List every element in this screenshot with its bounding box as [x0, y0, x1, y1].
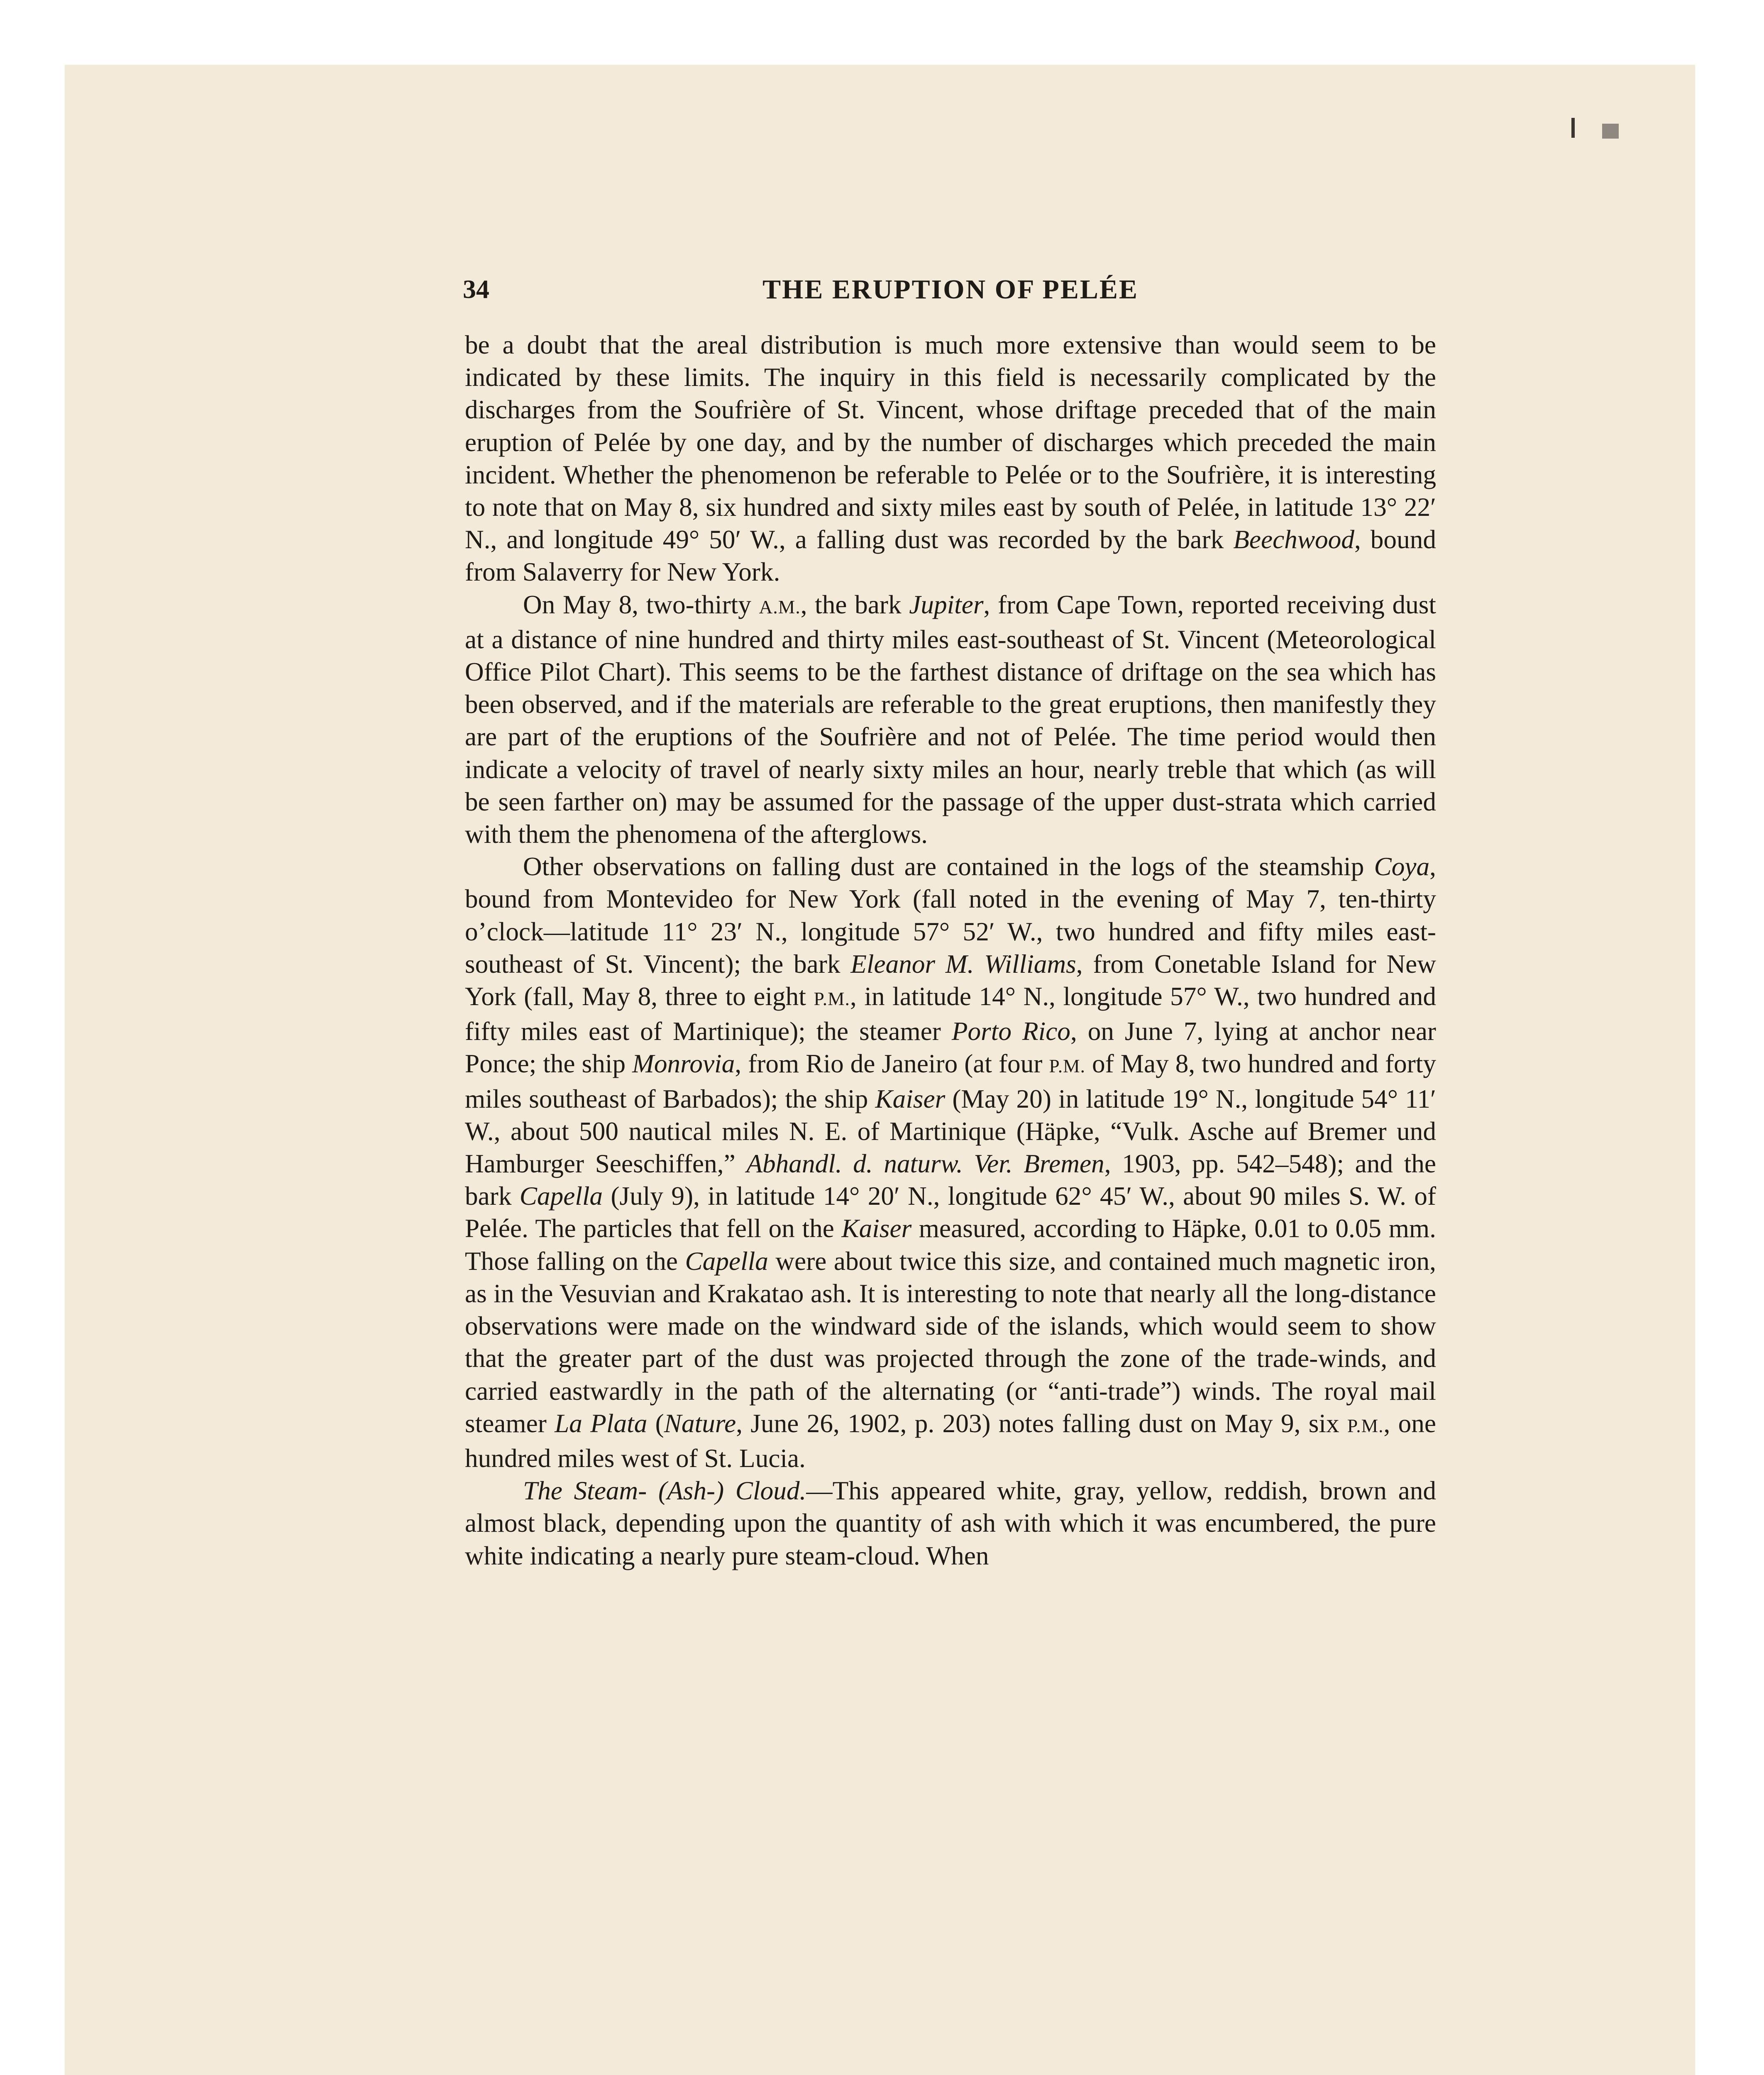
- time-abbrev: P.M.: [1049, 1055, 1086, 1077]
- body-text: [465, 329, 1436, 1572]
- paragraph-2: On May 8, two-thirty A.M., the bark Jupiter, from Cape Town, reported receiving dust at a distance of nine hundred and thirty miles east-southeast of St. Vincent (Meteorological Office Pilot Chart). This seems to be the farthest distance of driftage on the sea which has been observed, and if the materials are referable to the great eruptions, then manifestly they are part of the eruptions of the Soufrière and not of Pelée. The time period would then indicate a velocity of travel of nearly sixty miles an hour, nearly treble that which (as will be seen farther on) may be assumed for the passage of the upper dust-strata which carried with them the phenomena of the afterglows.: [465, 590, 1436, 849]
- ship-name: Capella: [519, 1182, 603, 1211]
- ship-name: Coya: [1374, 852, 1430, 881]
- time-abbrev: A.M.: [759, 596, 801, 618]
- ship-name: Jupiter: [909, 590, 984, 619]
- ship-name: La Plata: [555, 1409, 647, 1438]
- running-title: THE ERUPTION OF PELÉE: [762, 274, 1139, 305]
- page-number: 34: [463, 274, 489, 304]
- paragraph-1: be a doubt that the areal distribution is much more extensive than would seem to be indicated by these limits. The inquiry in this field is necessarily complicated by the discharges from the Soufrière of St. Vincent, whose driftage preceded that of the main eruption of Pelée by one day, and by the number of discharges which preceded the main incident. Whether the phenomenon be referable to Pelée or to the Soufrière, it is interesting to note that on May 8, six hundred and sixty miles east by south of Pelée, in latitude 13° 22′ N., and longitude 49° 50′ W., a falling dust was recorded by the bark Beechwood, bound from Salaverry for New York.: [465, 330, 1437, 587]
- time-abbrev: P.M.: [814, 988, 850, 1010]
- paragraph-3: Other observations on falling dust are contained in the logs of the steamship Coya, bound from Montevideo for New York (fall noted in the evening of May 7, ten-thirty o’clock—latitude 11° 23′ N., longitude 57° 52′ W., two hundred and fifty miles east-southeast of St. Vincent); the bark Eleanor M. Williams, from Conetable Island for New York (fall, May 8, three to eight P.M., in latitude 14° N., longitude 57° W., two hundred and fifty miles east of Martinique); the steamer Porto Rico, on June 7, lying at anchor near Ponce; the ship Monrovia, from Rio de Janeiro (at four P.M. of May 8, two hundred and forty miles southeast of Barbados); the ship Kaiser (May 20) in latitude 19° N., longitude 54° 11′ W., about 500 nautical miles N. E. of Martinique (Häpke, “Vulk. Asche auf Bremer und Hamburger Seeschiffen,” Abhandl. d. naturw. Ver. Bremen, 1903, pp. 542–548); and the bark Capella (July 9), in latitude 14° 20′ N., longitude 62° 45′ W., about 90 miles S. W. of Pelée. The particles that fell on the Kaiser measured, according to Häpke, 0.01 to 0.05 mm. Those falling on the Capella were about twice this size, and contained much magnetic iron, as in the Vesuvian and Krakatao ash. It is interesting to note that nearly all the long-distance observations were made on the windward side of the islands, which would seem to show that the greater part of the dust was projected through the zone of the trade-winds, and carried eastwardly in the path of the alternating (or “anti-trade”) winds. The royal mail steamer La Plata (Nature, June 26, 1902, p. 203) notes falling dust on May 9, six P.M., one hundred miles west of St. Lucia.: [465, 852, 1437, 1473]
- ship-name: Capella: [685, 1246, 768, 1276]
- ship-name: Monrovia: [632, 1049, 735, 1079]
- citation-title: Nature: [664, 1409, 736, 1438]
- margin-mark-square: [1602, 124, 1619, 139]
- margin-mark-bar: [1571, 118, 1575, 138]
- ship-name: Kaiser: [841, 1214, 912, 1243]
- section-heading: The Steam- (Ash-) Cloud.: [523, 1476, 806, 1506]
- ship-name: Porto Rico: [951, 1017, 1070, 1046]
- ship-name: Beechwood: [1233, 525, 1354, 554]
- ship-name: Kaiser: [875, 1084, 946, 1113]
- time-abbrev: P.M.: [1347, 1415, 1384, 1436]
- paragraph-4: The Steam- (Ash-) Cloud.—This appeared white, gray, yellow, reddish, brown and almost black, depending upon the quantity of ash with which it was encumbered, the pure white indicating a nearly pure steam-cloud. When: [465, 1476, 1436, 1570]
- page-header: [463, 274, 1438, 311]
- ship-name: Eleanor M. Williams: [850, 949, 1076, 979]
- citation-title: Abhandl. d. naturw. Ver. Bremen: [746, 1149, 1104, 1179]
